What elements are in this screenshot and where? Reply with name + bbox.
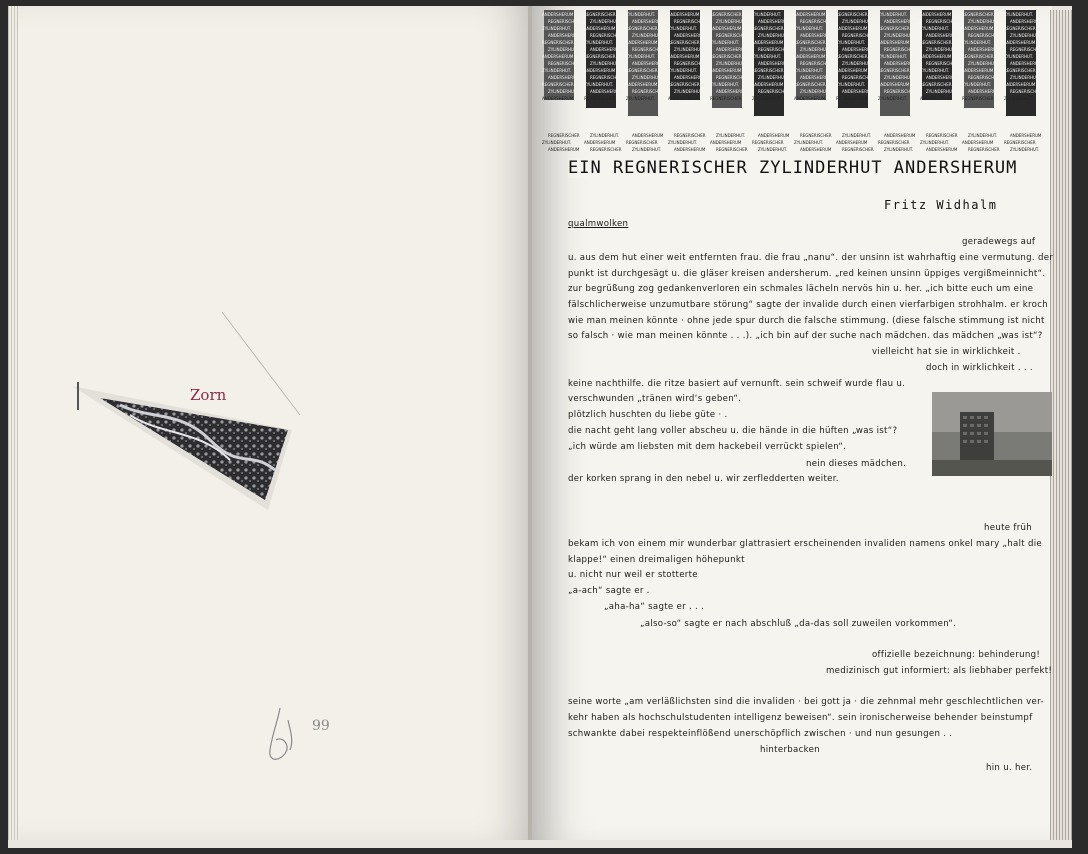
banner-word: REGNERISCHER [962, 54, 994, 59]
banner-word: ANDERSHERUM [584, 68, 616, 73]
banner-word: ANDERSHERUM [548, 147, 580, 152]
text-line: wie man meinen könnte · ohne jede spur durch die falsche stimmung. (diese falsche stimmung ist nicht [568, 316, 1045, 326]
banner-word: ZYLINDERHUT. [968, 19, 998, 24]
banner-word: REGNERISCHER [920, 82, 952, 87]
banner-word: REGNERISCHER [548, 133, 580, 138]
text-line: heute früh [984, 523, 1033, 533]
text-line: der korken sprang in den nebel u. wir zerfledderten weiter. [568, 474, 839, 484]
banner-word: ZYLINDERHUT. [920, 140, 950, 145]
banner-word: ANDERSHERUM [674, 33, 706, 38]
banner-word: REGNERISCHER [962, 96, 994, 101]
banner-word: REGNERISCHER [752, 140, 784, 145]
text-line: u. nicht nur weil er stotterte [568, 570, 698, 580]
text-line: so falsch · wie man meinen könnte . . .). „ich bin auf der suche nach mädchen. das mädchen „was ist“? [568, 331, 1043, 341]
banner-word: ANDERSHERUM [710, 26, 742, 31]
typographic-banner [540, 10, 1050, 210]
banner-word: ZYLINDERHUT. [794, 68, 824, 73]
banner-word: REGNERISCHER [626, 26, 658, 31]
banner-word: REGNERISCHER [884, 47, 916, 52]
text-line: verschwunden „tränen wird‘s geben“. [568, 394, 742, 404]
banner-word: ZYLINDERHUT. [758, 33, 788, 38]
banner-word: ZYLINDERHUT. [968, 133, 998, 138]
banner-word: ZYLINDERHUT. [752, 96, 782, 101]
banner-word: ZYLINDERHUT. [968, 61, 998, 66]
banner-word: ANDERSHERUM [884, 19, 916, 24]
banner-word: ANDERSHERUM [758, 19, 790, 24]
banner-word: ANDERSHERUM [710, 68, 742, 73]
banner-word: ZYLINDERHUT. [668, 26, 698, 31]
banner-word: ZYLINDERHUT. [626, 96, 656, 101]
banner-word: REGNERISCHER [842, 75, 874, 80]
banner-word: ZYLINDERHUT. [542, 68, 572, 73]
banner-word: ZYLINDERHUT. [584, 40, 614, 45]
banner-word: REGNERISCHER [668, 40, 700, 45]
banner-word: ANDERSHERUM [920, 12, 952, 17]
banner-word: ZYLINDERHUT. [920, 68, 950, 73]
banner-word: ZYLINDERHUT. [668, 140, 698, 145]
banner-word: REGNERISCHER [968, 147, 1000, 152]
banner-word: ANDERSHERUM [1010, 19, 1042, 24]
banner-word: ANDERSHERUM [674, 75, 706, 80]
banner-word: ZYLINDERHUT. [584, 82, 614, 87]
banner-word: ZYLINDERHUT. [1010, 75, 1040, 80]
banner-word: REGNERISCHER [584, 96, 616, 101]
text-line: kehr haben als hochschulstudenten intelligenz beweisen“. sein ironischerweise behender beinstumpf [568, 713, 1033, 723]
banner-word: ZYLINDERHUT. [842, 19, 872, 24]
banner-word: ANDERSHERUM [548, 75, 580, 80]
banner-word: ZYLINDERHUT. [884, 33, 914, 38]
banner-word: ZYLINDERHUT. [668, 68, 698, 73]
banner-word: ANDERSHERUM [668, 96, 700, 101]
banner-word: ANDERSHERUM [800, 147, 832, 152]
banner-word: ZYLINDERHUT. [926, 89, 956, 94]
banner-word: REGNERISCHER [668, 82, 700, 87]
banner-word: ANDERSHERUM [926, 75, 958, 80]
banner-word: REGNERISCHER [710, 96, 742, 101]
banner-word: REGNERISCHER [794, 40, 826, 45]
banner-word: ANDERSHERUM [590, 47, 622, 52]
banner-word: REGNERISCHER [626, 68, 658, 73]
text-line: hinterbacken [760, 745, 820, 755]
banner-word: ANDERSHERUM [758, 61, 790, 66]
banner-word: ZYLINDERHUT. [590, 19, 620, 24]
banner-word: ZYLINDERHUT. [800, 89, 830, 94]
banner-word: ANDERSHERUM [800, 33, 832, 38]
banner-word: ANDERSHERUM [1004, 82, 1036, 87]
banner-word: REGNERISCHER [542, 82, 574, 87]
banner-word: REGNERISCHER [926, 133, 958, 138]
text-line: keine nachthilfe. die ritze basiert auf vernunft. sein schweif wurde flau u. [568, 379, 906, 389]
banner-word: REGNERISCHER [1004, 140, 1036, 145]
banner-word: ZYLINDERHUT. [590, 61, 620, 66]
banner-word: ANDERSHERUM [716, 89, 748, 94]
banner-word: ANDERSHERUM [962, 26, 994, 31]
banner-word: ZYLINDERHUT. [716, 133, 746, 138]
banner-word: REGNERISCHER [962, 12, 994, 17]
banner-word: REGNERISCHER [626, 140, 658, 145]
banner-word: ZYLINDERHUT. [548, 47, 578, 52]
banner-word: REGNERISCHER [836, 96, 868, 101]
banner-word: ZYLINDERHUT. [1010, 33, 1040, 38]
banner-word: ZYLINDERHUT. [884, 147, 914, 152]
banner-word: ZYLINDERHUT. [836, 40, 866, 45]
banner-word: ANDERSHERUM [626, 40, 658, 45]
banner-word: ANDERSHERUM [1010, 133, 1042, 138]
banner-word: REGNERISCHER [674, 19, 706, 24]
banner-word: ZYLINDERHUT. [710, 40, 740, 45]
banner-word: REGNERISCHER [758, 89, 790, 94]
banner-word: REGNERISCHER [878, 140, 910, 145]
banner-word: ZYLINDERHUT. [926, 47, 956, 52]
banner-word: ANDERSHERUM [1004, 40, 1036, 45]
text-line: u. aus dem hut einer weit entfernten frau. die frau „nanu“. der unsinn ist wahrhaftig eine vermutung. der [568, 253, 1054, 263]
banner-word: ZYLINDERHUT. [590, 133, 620, 138]
banner-word: ZYLINDERHUT. [758, 147, 788, 152]
banner-word: REGNERISCHER [926, 61, 958, 66]
banner-word: ANDERSHERUM [752, 82, 784, 87]
banner-word: ANDERSHERUM [542, 12, 574, 17]
banner-word: REGNERISCHER [716, 33, 748, 38]
text-line: „aha-ha“ sagte er . . . [604, 602, 705, 612]
banner-word: REGNERISCHER [968, 75, 1000, 80]
banner-word: ANDERSHERUM [968, 47, 1000, 52]
banner-word: ANDERSHERUM [794, 96, 826, 101]
banner-word: ANDERSHERUM [758, 133, 790, 138]
banner-word: REGNERISCHER [884, 89, 916, 94]
banner-word: REGNERISCHER [584, 12, 616, 17]
text-line: offizielle bezeichnung: behinderung! [872, 650, 1041, 660]
text-line: hin u. her. [986, 763, 1033, 773]
banner-word: ANDERSHERUM [926, 147, 958, 152]
banner-word: ANDERSHERUM [920, 96, 952, 101]
banner-word: ANDERSHERUM [794, 12, 826, 17]
text-line: fälschlicherweise unzumutbare störung“ sagte der invalide durch einen vierfarbigen strohhalm. er kroch [568, 300, 1048, 310]
banner-word: REGNERISCHER [548, 19, 580, 24]
banner-word: REGNERISCHER [794, 82, 826, 87]
banner-word: REGNERISCHER [842, 147, 874, 152]
banner-word: ZYLINDERHUT. [716, 19, 746, 24]
banner-word: REGNERISCHER [878, 26, 910, 31]
banner-word: ANDERSHERUM [878, 82, 910, 87]
banner-word: ANDERSHERUM [632, 19, 664, 24]
banner-word: ZYLINDERHUT. [878, 12, 908, 17]
banner-word: ANDERSHERUM [716, 47, 748, 52]
banner-word: ANDERSHERUM [674, 147, 706, 152]
banner-word: ZYLINDERHUT. [752, 54, 782, 59]
banner-word: ZYLINDERHUT. [1004, 54, 1034, 59]
text-line: geradewegs auf [962, 237, 1036, 247]
banner-word: REGNERISCHER [632, 89, 664, 94]
banner-word: REGNERISCHER [836, 54, 868, 59]
banner-word: REGNERISCHER [590, 75, 622, 80]
banner-word: ANDERSHERUM [542, 54, 574, 59]
banner-word: ANDERSHERUM [842, 89, 874, 94]
text-line: nein dieses mädchen. [806, 459, 907, 469]
banner-word: ANDERSHERUM [926, 33, 958, 38]
banner-word: ZYLINDERHUT. [542, 26, 572, 31]
banner-word: REGNERISCHER [920, 40, 952, 45]
banner-word: REGNERISCHER [968, 33, 1000, 38]
banner-word: ANDERSHERUM [884, 133, 916, 138]
banner-word: ANDERSHERUM [548, 33, 580, 38]
banner-word: ANDERSHERUM [584, 140, 616, 145]
banner-word: ANDERSHERUM [884, 61, 916, 66]
banner-word: ANDERSHERUM [668, 12, 700, 17]
banner-word: ANDERSHERUM [542, 96, 574, 101]
banner-word: ZYLINDERHUT. [794, 26, 824, 31]
banner-word: ZYLINDERHUT. [1004, 12, 1034, 17]
banner-word: REGNERISCHER [590, 33, 622, 38]
author-name: Fritz Widhalm [884, 198, 998, 212]
banner-word: ZYLINDERHUT. [710, 82, 740, 87]
banner-word: REGNERISCHER [926, 19, 958, 24]
banner-word: ZYLINDERHUT. [632, 33, 662, 38]
banner-word: REGNERISCHER [758, 47, 790, 52]
text-line: plötzlich huschten du liebe güte · . [568, 410, 728, 420]
text-line: bekam ich von einem mir wunderbar glattrasiert erscheinenden invaliden namens onkel mary „halt die [568, 539, 1043, 549]
banner-word: ANDERSHERUM [800, 75, 832, 80]
banner-word: ZYLINDERHUT. [842, 133, 872, 138]
banner-word: REGNERISCHER [878, 68, 910, 73]
banner-word: ZYLINDERHUT. [548, 89, 578, 94]
banner-word: ZYLINDERHUT. [632, 75, 662, 80]
banner-word: REGNERISCHER [842, 33, 874, 38]
banner-word: REGNERISCHER [800, 61, 832, 66]
banner-word: REGNERISCHER [590, 147, 622, 152]
banner-word: ANDERSHERUM [590, 89, 622, 94]
banner-word: ZYLINDERHUT. [842, 61, 872, 66]
story-title: EIN REGNERISCHER ZYLINDERHUT ANDERSHERUM [568, 158, 1018, 178]
text-line: „a-ach“ sagte er . [568, 586, 650, 596]
text-line: „ich würde am liebsten mit dem hackebeil verrückt spielen“. [568, 442, 847, 452]
banner-word: REGNERISCHER [674, 61, 706, 66]
text-line: die nacht geht lang voller abscheu u. die hände in die hüften „was ist“? [568, 426, 898, 436]
banner-word: ZYLINDERHUT. [674, 89, 704, 94]
banner-word: REGNERISCHER [710, 54, 742, 59]
banner-word: ANDERSHERUM [794, 54, 826, 59]
text-line: zur begrüßung zog gedankenverloren ein schmales lächeln nervös hin u. her. „ich bitte euch um eine [568, 284, 1034, 294]
banner-word: ZYLINDERHUT. [542, 140, 572, 145]
banner-word: ZYLINDERHUT. [752, 12, 782, 17]
banner-word: ANDERSHERUM [632, 61, 664, 66]
banner-word: REGNERISCHER [752, 68, 784, 73]
banner-word: ZYLINDERHUT. [626, 54, 656, 59]
banner-word: ZYLINDERHUT. [836, 82, 866, 87]
banner-word: ANDERSHERUM [968, 89, 1000, 94]
banner-word: ZYLINDERHUT. [962, 40, 992, 45]
text-line: klappe!“ einen dreimaligen höhepunkt [568, 555, 745, 565]
banner-word: REGNERISCHER [836, 12, 868, 17]
banner-word: ZYLINDERHUT. [920, 26, 950, 31]
banner-word: ANDERSHERUM [836, 68, 868, 73]
banner-word: ANDERSHERUM [584, 26, 616, 31]
banner-word: ANDERSHERUM [710, 140, 742, 145]
banner-word: REGNERISCHER [632, 47, 664, 52]
banner-word: ANDERSHERUM [752, 40, 784, 45]
banner-word: ANDERSHERUM [878, 40, 910, 45]
banner-word: REGNERISCHER [1004, 26, 1036, 31]
banner-word: ZYLINDERHUT. [632, 147, 662, 152]
banner-word: REGNERISCHER [1004, 68, 1036, 73]
banner-word: ZYLINDERHUT. [794, 140, 824, 145]
banner-word: ANDERSHERUM [962, 68, 994, 73]
signature-year: 99 [312, 718, 330, 734]
banner-word: REGNERISCHER [1010, 89, 1042, 94]
banner-word: ANDERSHERUM [632, 133, 664, 138]
banner-word: ZYLINDERHUT. [1010, 147, 1040, 152]
banner-word: ZYLINDERHUT. [1004, 96, 1034, 101]
banner-word: REGNERISCHER [716, 147, 748, 152]
banner-word: ANDERSHERUM [920, 54, 952, 59]
banner-word: REGNERISCHER [542, 40, 574, 45]
banner-word: ANDERSHERUM [842, 47, 874, 52]
banner-word: REGNERISCHER [584, 54, 616, 59]
text-line: doch in wirklichkeit . . . [926, 363, 1033, 373]
text-line: medizinisch gut informiert: als liebhaber perfekt! [826, 666, 1053, 676]
text-line: punkt ist durchgesägt u. die gläser kreisen andersherum. „red keinen unsinn üppiges vergißmeinnicht“. [568, 269, 1046, 279]
banner-word: REGNERISCHER [548, 61, 580, 66]
text-line: schwankte dabei respekteinflößend unerschöpflich zwischen · und nun gesungen . . [568, 729, 953, 739]
banner-word: REGNERISCHER [800, 133, 832, 138]
banner-word: REGNERISCHER [1010, 47, 1042, 52]
zorn-label: Zorn [190, 386, 227, 404]
banner-word: ANDERSHERUM [962, 140, 994, 145]
text-line: „also-so“ sagte er nach abschluß „da-das soll zuweilen vorkommen“. [640, 619, 957, 629]
banner-word: ZYLINDERHUT. [884, 75, 914, 80]
banner-word: ZYLINDERHUT. [758, 75, 788, 80]
banner-word: ZYLINDERHUT. [878, 54, 908, 59]
handwritten-signature [260, 700, 360, 770]
text-line: qualmwolken [568, 219, 629, 229]
text-line: seine worte „am verläßlichsten sind die invaliden · bei gott ja · die zehnmal mehr geschlechtlichen ver- [568, 697, 1044, 707]
banner-word: REGNERISCHER [710, 12, 742, 17]
banner-word: ANDERSHERUM [626, 82, 658, 87]
banner-word: ANDERSHERUM [668, 54, 700, 59]
banner-word: ANDERSHERUM [836, 26, 868, 31]
banner-word: REGNERISCHER [716, 75, 748, 80]
text-line: vielleicht hat sie in wirklichkeit . [872, 347, 1021, 357]
banner-word: REGNERISCHER [800, 19, 832, 24]
banner-word: REGNERISCHER [674, 133, 706, 138]
banner-word: ZYLINDERHUT. [800, 47, 830, 52]
banner-word: ANDERSHERUM [1010, 61, 1042, 66]
banner-word: ZYLINDERHUT. [962, 82, 992, 87]
banner-word: REGNERISCHER [752, 26, 784, 31]
banner-word: ZYLINDERHUT. [716, 61, 746, 66]
banner-word: ZYLINDERHUT. [674, 47, 704, 52]
banner-word: ZYLINDERHUT. [878, 96, 908, 101]
torn-photo-collage [60, 300, 320, 530]
right-page-edge [1050, 10, 1072, 840]
banner-word: ANDERSHERUM [836, 140, 868, 145]
building-photo [932, 392, 1052, 476]
banner-word: ZYLINDERHUT. [626, 12, 656, 17]
